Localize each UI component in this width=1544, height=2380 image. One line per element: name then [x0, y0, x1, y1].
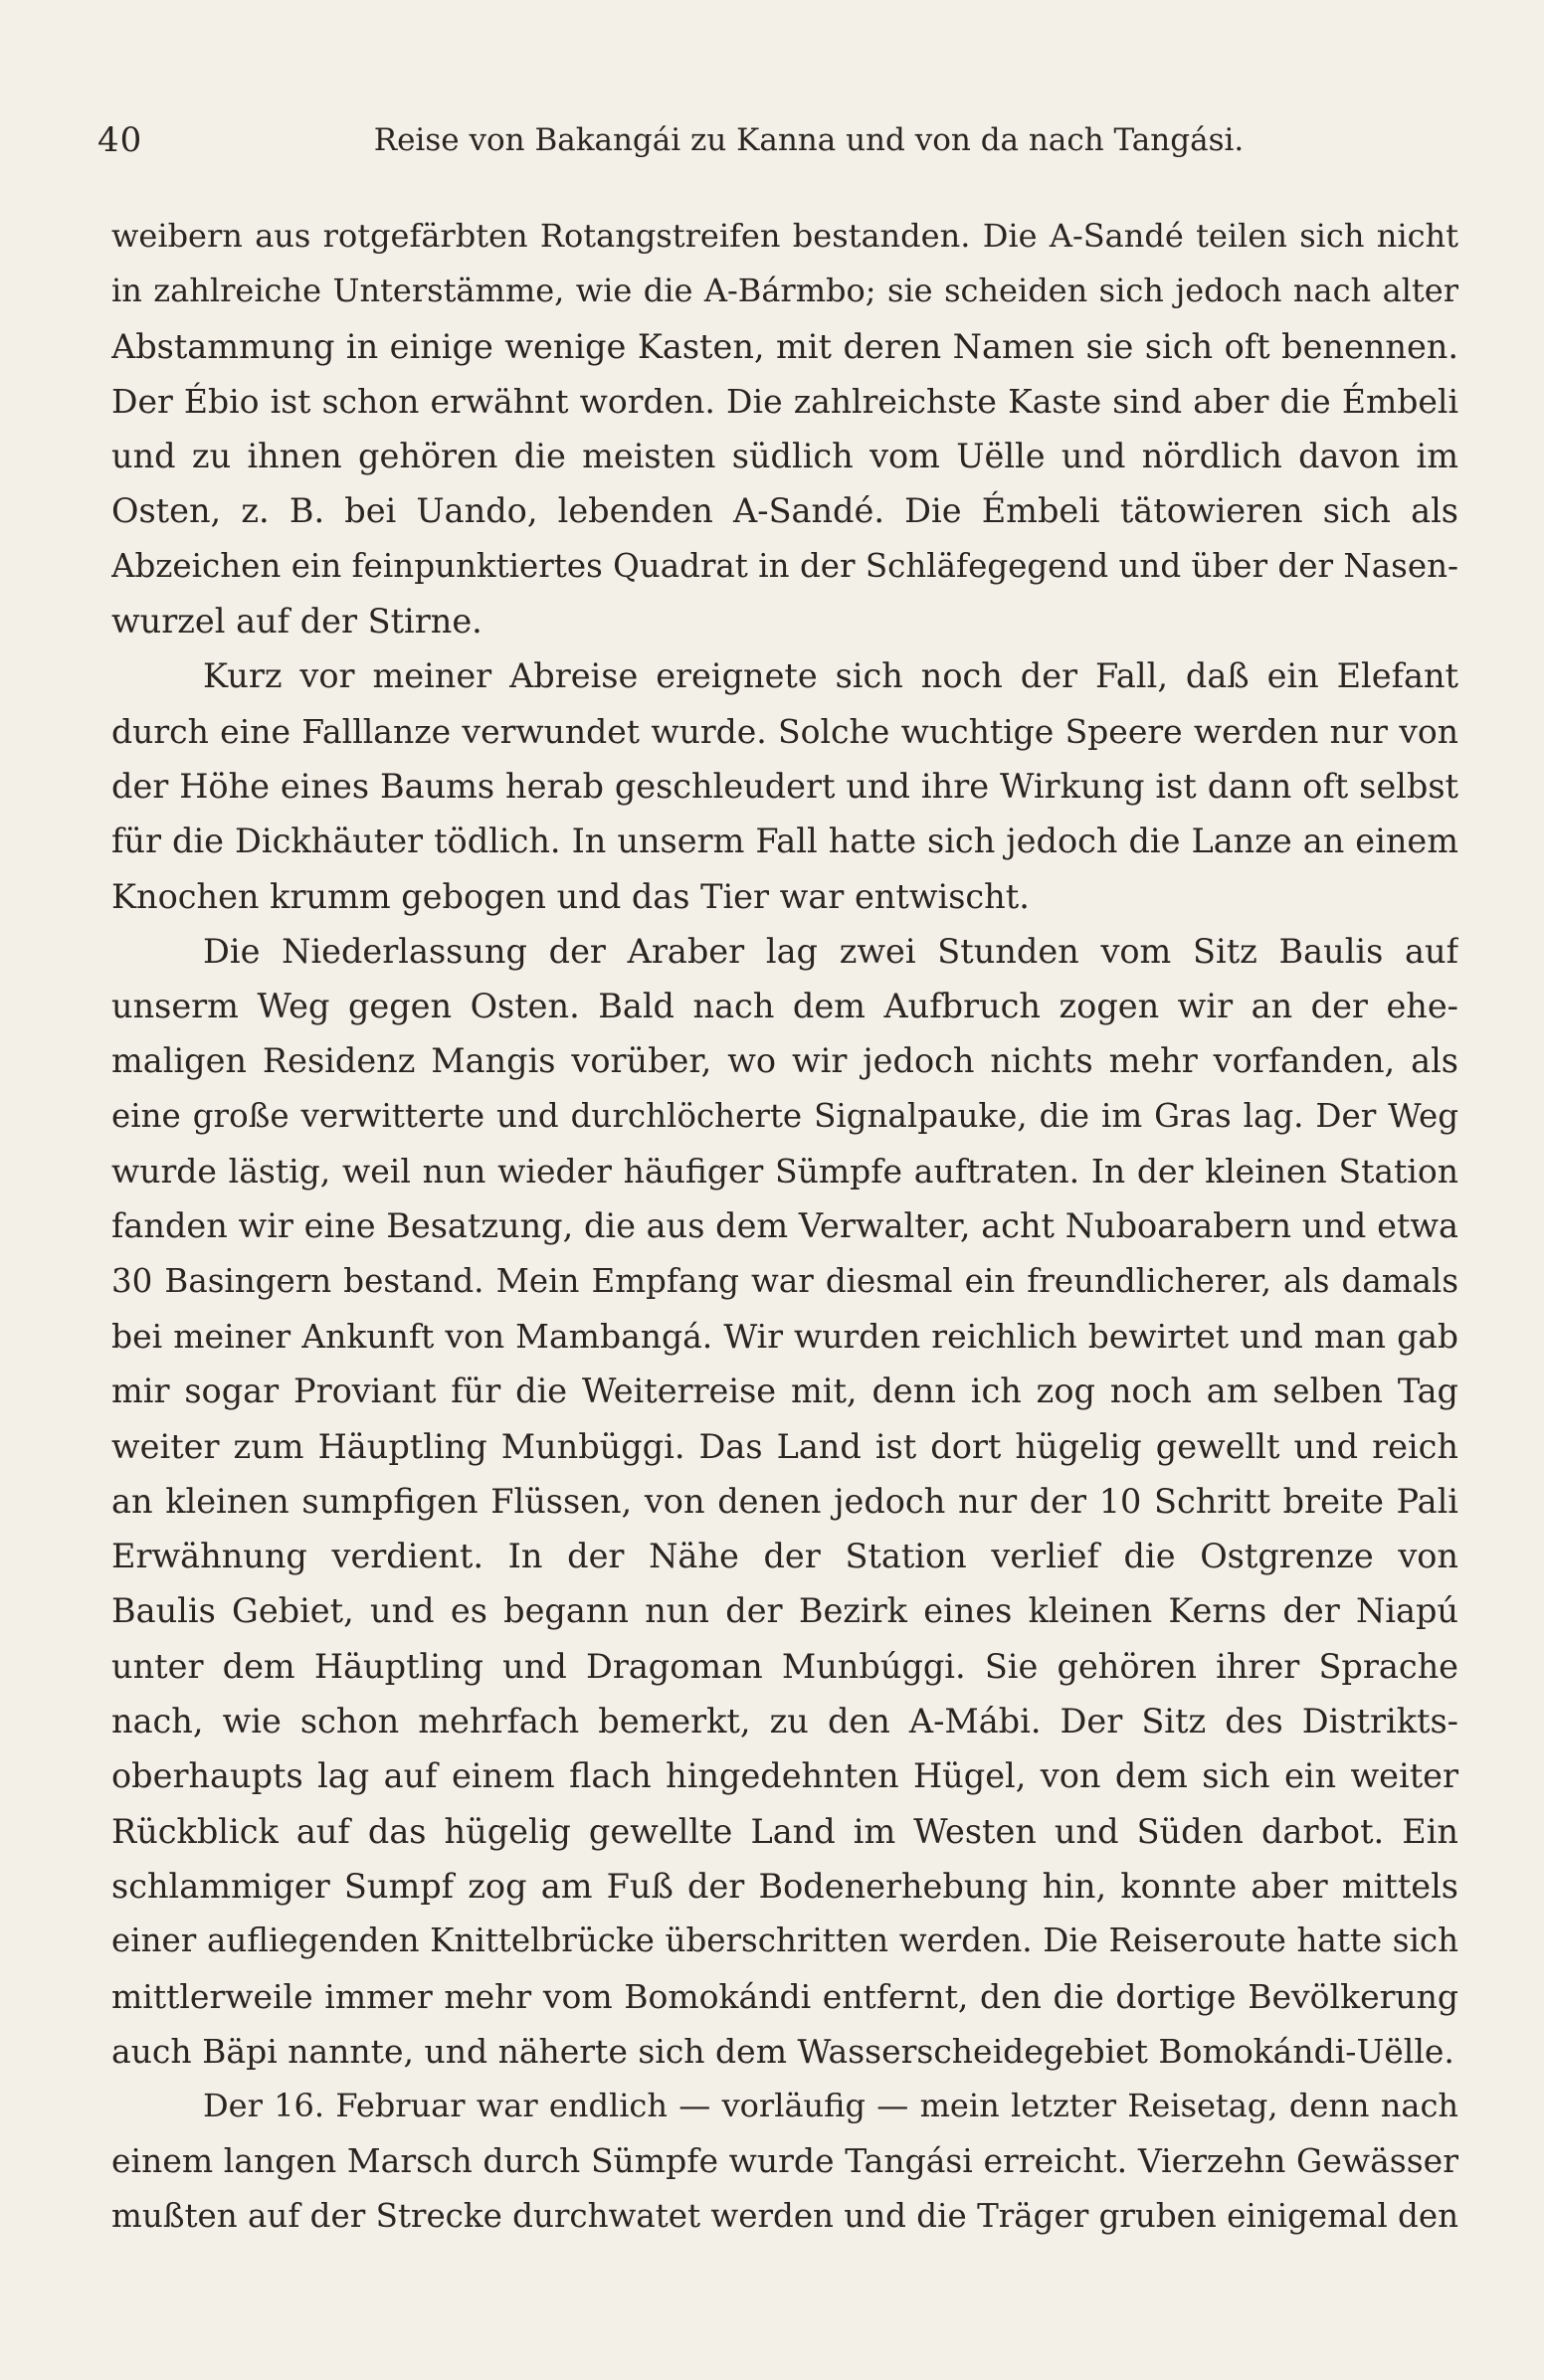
- text-line: Der Ébio ist schon erwähnt worden. Die zahlreichste Kaste sind aber die Émbeli: [111, 381, 1458, 421]
- text-line: schlammiger Sumpf zog am Fuß der Bodenerhebung hin, konnte aber mittels: [111, 1866, 1458, 1906]
- text-line: und zu ihnen gehören die meisten südlich vom Uëlle und nördlich davon im: [111, 437, 1458, 476]
- text-line: an kleinen sumpfigen Flüssen, von denen jedoch nur der 10 Schritt breite Pali: [111, 1481, 1458, 1521]
- text-line: oberhaupts lag auf einem flach hingedehnten Hügel, von dem sich ein weiter: [111, 1756, 1458, 1796]
- text-line: der Höhe eines Baums herab geschleudert und ihre Wirkung ist dann oft selbst: [111, 766, 1458, 806]
- text-line: wurde lästig, weil nun wieder häufiger Sümpfe auftraten. In der kleinen Station: [111, 1152, 1458, 1191]
- text-line: unserm Weg gegen Osten. Bald nach dem Aufbruch zogen wir an der ehe-: [111, 987, 1458, 1026]
- text-line: eine große verwitterte und durchlöcherte Signalpauke, die im Gras lag. Der Weg: [111, 1096, 1458, 1135]
- text-line: mußten auf der Strecke durchwatet werden und die Träger gruben einigemal den: [111, 2196, 1458, 2235]
- text-line: Baulis Gebiet, und es begann nun der Bezirk eines kleinen Kerns der Niapú: [111, 1591, 1458, 1631]
- text-line: weibern aus rotgefärbten Rotangstreifen bestanden. Die A-Sandé teilen sich nicht: [111, 217, 1458, 255]
- text-line: einem langen Marsch durch Sümpfe wurde Tangási erreicht. Vierzehn Gewässer: [111, 2141, 1458, 2181]
- text-line: mir sogar Proviant für die Weiterreise mit, denn ich zog noch am selben Tag: [111, 1372, 1458, 1411]
- text-line: in zahlreiche Unterstämme, wie die A-Bármbo; sie scheiden sich jedoch nach alter: [111, 272, 1458, 310]
- text-line: Knochen krumm gebogen und das Tier war entwischt.: [111, 876, 1030, 916]
- text-line: Kurz vor meiner Abreise ereignete sich noch der Fall, daß ein Elefant: [203, 656, 1458, 696]
- text-line: maligen Residenz Mangis vorüber, wo wir jedoch nichts mehr vorfanden, als: [111, 1041, 1458, 1081]
- text-line: Erwähnung verdient. In der Nähe der Station verlief die Ostgrenze von: [111, 1537, 1458, 1576]
- body-text: [111, 209, 1458, 2244]
- text-line: Abzeichen ein feinpunktiertes Quadrat in der Schläfegegend und über der Nasen-: [111, 546, 1458, 585]
- running-title: Reise von Bakangái zu Kanna und von da nach Tangási.: [373, 122, 1245, 158]
- text-line: bei meiner Ankunft von Mambangá. Wir wurden reichlich bewirtet und man gab: [111, 1316, 1458, 1356]
- text-line: Der 16. Februar war endlich — vorläufig — mein letzter Reisetag, denn nach: [203, 2087, 1458, 2125]
- text-line: unter dem Häuptling und Dragoman Munbúggi. Sie gehören ihrer Sprache: [111, 1646, 1458, 1686]
- text-line: wurzel auf der Stirne.: [111, 602, 482, 641]
- text-line: weiter zum Häuptling Munbüggi. Das Land ist dort hügelig gewellt und reich: [111, 1426, 1458, 1466]
- text-line: für die Dickhäuter tödlich. In unserm Fall hatte sich jedoch die Lanze an einem: [111, 822, 1458, 861]
- text-line: 30 Basingern bestand. Mein Empfang war diesmal ein freundlicherer, als damals: [111, 1261, 1458, 1300]
- text-line: nach, wie schon mehrfach bemerkt, zu den A-Mábi. Der Sitz des Distrikts-: [111, 1702, 1458, 1741]
- page-header: [97, 115, 1460, 165]
- text-line: Osten, z. B. bei Uando, lebenden A-Sandé. Die Émbeli tätowieren sich als: [111, 491, 1458, 531]
- text-line: auch Bäpi nannte, und näherte sich dem Wasserscheidegebiet Bomokándi-Uëlle.: [111, 2031, 1454, 2071]
- text-line: mittlerweile immer mehr vom Bomokándi entfernt, den die dortige Bevölkerung: [111, 1976, 1458, 2016]
- text-line: durch eine Falllanze verwundet wurde. Solche wuchtige Speere werden nur von: [111, 711, 1458, 751]
- text-line: Abstammung in einige wenige Kasten, mit deren Namen sie sich oft benennen.: [111, 326, 1458, 366]
- text-line: fanden wir eine Besatzung, die aus dem Verwalter, acht Nuboarabern und etwa: [111, 1206, 1458, 1246]
- text-line: Die Niederlassung der Araber lag zwei Stunden vom Sitz Baulis auf: [203, 931, 1458, 971]
- text-line: einer aufliegenden Knittelbrücke überschritten werden. Die Reiseroute hatte sich: [111, 1922, 1458, 1960]
- page-number: 40: [97, 120, 143, 160]
- text-line: Rückblick auf das hügelig gewellte Land im Westen und Süden darbot. Ein: [111, 1811, 1458, 1851]
